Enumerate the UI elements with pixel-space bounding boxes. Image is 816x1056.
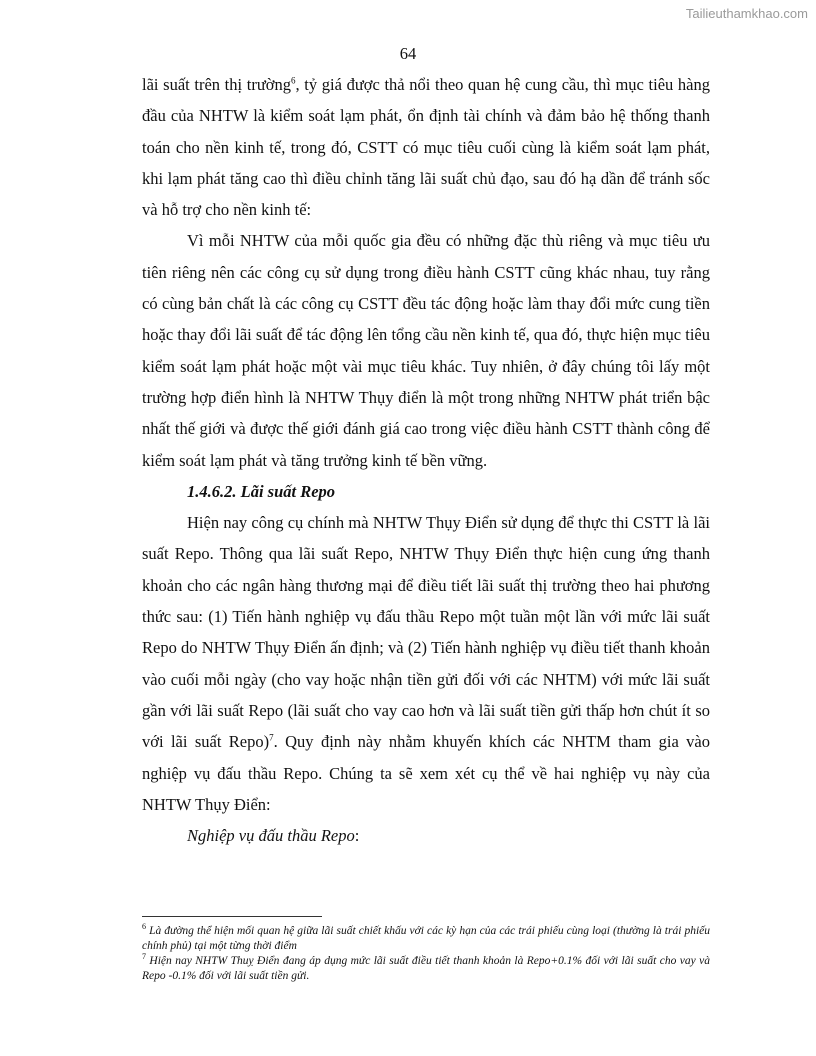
paragraph-3: [142, 507, 710, 820]
footnote-7-number: 7: [142, 952, 146, 962]
subheading-repo-auction: Nghiệp vụ đấu thầu Repo: [187, 826, 355, 846]
footnote-7: [142, 954, 710, 984]
watermark: Tailieuthamkhao.com: [685, 6, 808, 21]
paragraph-2: Vì mỗi NHTW của mỗi quốc gia đều có những đặc thù riêng và mục tiêu ưu tiên riêng nên các công cụ sử dụng trong điều hành CSTT cũng khác nhau, tuy rằng có cùng bản chất là các công cụ CSTT đều tác động hoặc làm thay đổi mức cung tiền hoặc thay đổi lãi suất để tác động lên tổng cầu nền kinh tế, qua đó, thực hiện mục tiêu kiểm soát lạm phát hoặc một vài mục tiêu khác. Tuy nhiên, ở đây chúng tôi lấy một trường hợp điển hình là NHTW Thụy điển là một trong những NHTW phát triển bậc nhất thế giới và được thế giới đánh giá cao trong việc điều hành CSTT thành công để kiểm soát lạm phát và tăng trưởng kinh tế bền vững.: [142, 231, 710, 470]
paragraph-1: [142, 69, 710, 225]
footnote-ref-7[interactable]: 7: [269, 732, 274, 743]
paragraph-1-text-b: , tỷ giá được thả nổi theo quan hệ cung cầu, thì mục tiêu hàng đầu của NHTW là kiểm soát lạm phát, ổn định tài chính và đảm bảo hệ thống thanh toán cho nền kinh tế, trong đó, CSTT có mục tiêu cuối cùng là kiểm soát lạm phát, khi lạm phát tăng cao thì điều chỉnh tăng lãi suất chủ đạo, sau đó hạ dần để tránh sốc và hỗ trợ cho nền kinh tế:: [142, 75, 710, 220]
paragraph-3-text-b: . Quy định này nhằm khuyến khích các NHTM tham gia vào nghiệp vụ đấu thầu Repo. Chúng ta sẽ xem xét cụ thể về hai nghiệp vụ này của NHTW Thụy Điển:: [142, 732, 710, 814]
paragraph-3-text-a: Hiện nay công cụ chính mà NHTW Thụy Điển sử dụng để thực thi CSTT là lãi suất Repo. Thông qua lãi suất Repo, NHTW Thụy Điển thực hiện cung ứng thanh khoản cho các ngân hàng thương mại để điều tiết lãi suất thị trường theo hai phương thức sau: (1) Tiến hành nghiệp vụ đấu thầu Repo một tuần một lần với mức lãi suất Repo do NHTW Thụy Điển ấn định; và (2) Tiến hành nghiệp vụ điều tiết thanh khoản vào cuối mỗi ngày (cho vay hoặc nhận tiền gửi đối với các NHTM) với mức lãi suất gần với lãi suất Repo (lãi suất cho vay cao hơn và lãi suất tiền gửi thấp hơn chút ít so với lãi suất Repo): [142, 513, 710, 752]
page-number: 64: [399, 44, 417, 63]
paragraph-1-text-a: lãi suất trên thị trường: [142, 75, 291, 94]
footnote-7-text: Hiện nay NHTW Thuỵ Điển đang áp dụng mức lãi suất điều tiết thanh khoản là Repo+0.1% đối với lãi suất cho vay và Repo -0.1% đối với lãi suất tiền gửi.: [142, 955, 710, 982]
subheading-colon: :: [354, 826, 360, 846]
section-heading: 1.4.6.2. Lãi suất Repo: [187, 481, 336, 501]
footnote-ref-6[interactable]: 6: [291, 75, 296, 86]
document-body: [142, 69, 710, 851]
footnote-6-text: Là đường thể hiện mối quan hệ giữa lãi suất chiết khấu với các kỳ hạn của các trái phiếu cùng loại (thường là trái phiếu chính phủ) tại một từng thời điểm: [142, 925, 710, 952]
footnote-divider: [142, 916, 322, 917]
footnotes: [142, 924, 710, 984]
footnote-6: [142, 924, 710, 954]
footnote-6-number: 6: [142, 922, 146, 932]
paragraph-4: [142, 820, 710, 851]
